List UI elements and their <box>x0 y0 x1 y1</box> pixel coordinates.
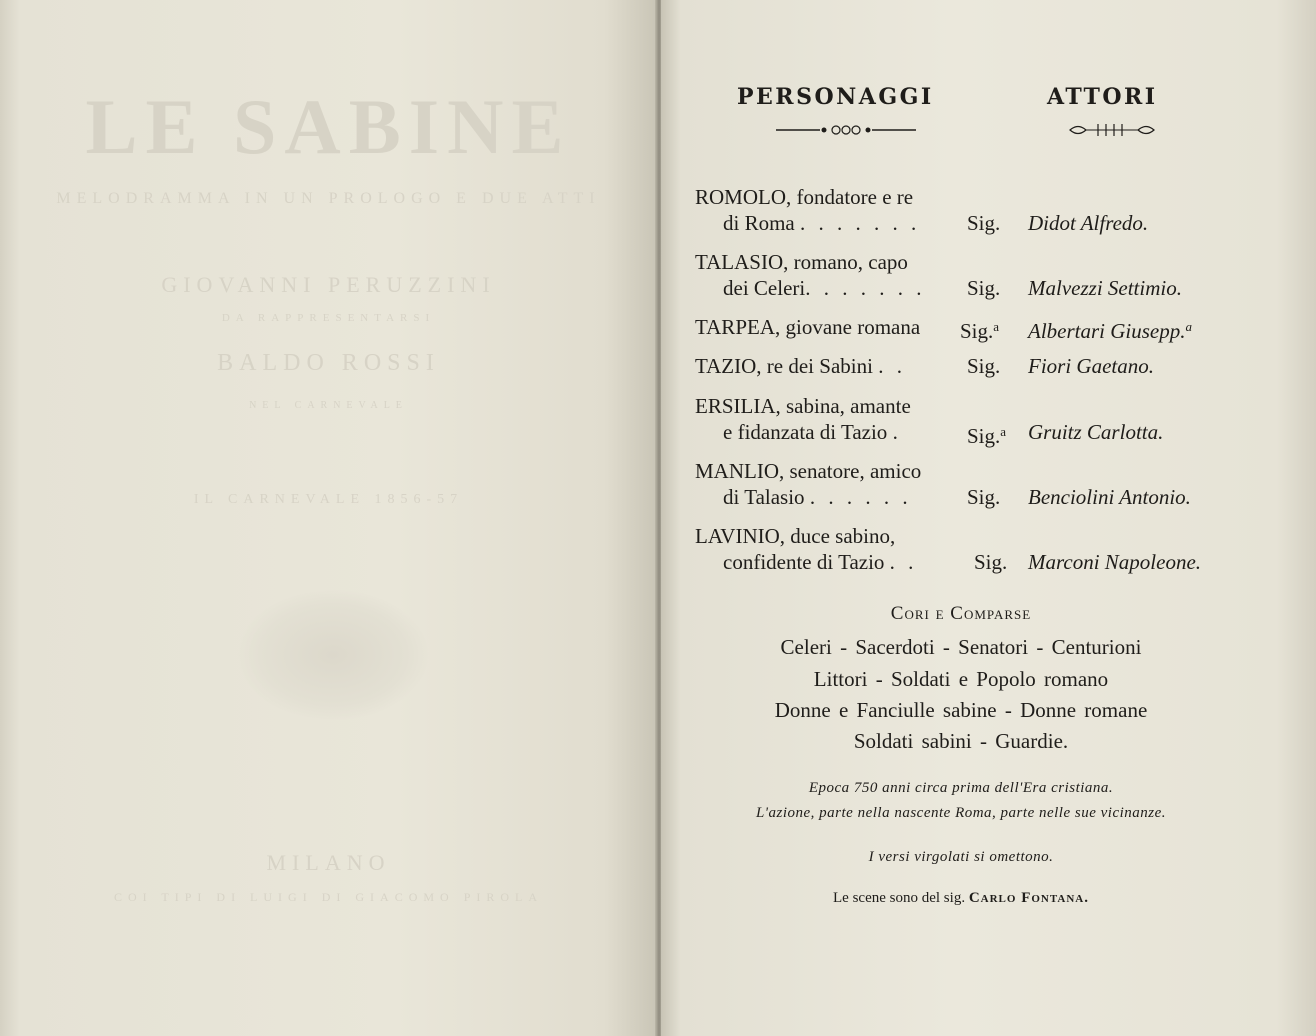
cori-line: Donne e Fanciulle sabine - Donne romane <box>774 698 1148 722</box>
cast-row <box>695 314 1255 343</box>
sig-label: Sig. <box>967 354 1001 378</box>
sig-label: Sig. <box>967 211 1001 235</box>
leader-dots: . <box>892 420 902 444</box>
actor-name: Fiori Gaetano. <box>1028 354 1154 378</box>
ghost-imprint: COI TIPI DI LUIGI DI GIACOMO PIROLA <box>113 890 544 904</box>
sig-label: Sig. <box>967 276 1001 300</box>
leader-dots: . . <box>889 550 918 574</box>
actor-name: Didot Alfredo. <box>1028 211 1149 235</box>
actor-name: Albertari Giusepp.$^a$ <box>1028 319 1192 343</box>
leader-dots: . . . . . . <box>809 485 912 509</box>
character-name: TAZIO, re dei Sabini <box>695 354 873 378</box>
cast-row <box>695 184 1255 236</box>
scene-credit <box>661 890 1261 907</box>
cori-line: Celeri - Sacerdoti - Senatori - Centurioni <box>780 635 1142 659</box>
ghost-line: NEL CARNEVALE <box>249 400 408 411</box>
sig-label: Sig.$^a$ <box>960 319 1000 343</box>
sig-label: Sig. <box>974 550 1008 574</box>
leader-dots: . . . . . . . <box>800 211 921 235</box>
actor-name: Malvezzi Settimio. <box>1028 276 1182 300</box>
scene-author: Carlo Fontana. <box>968 890 1089 906</box>
ghost-subtitle: MELODRAMMA IN UN PROLOGO E DUE ATTI <box>56 190 601 207</box>
character-name-cont: di Roma <box>723 211 795 235</box>
actor-name: Gruitz Carlotta. <box>1028 420 1164 444</box>
ghost-line: GIOVANNI PERUZZINI <box>161 272 496 297</box>
ghost-line: BALDO ROSSI <box>217 350 440 376</box>
left-page <box>0 0 657 1036</box>
ornament-divider-icon <box>1068 121 1156 139</box>
cast-row <box>695 353 1255 379</box>
leader-dots: . . . . . . . <box>805 276 926 300</box>
character-name: MANLIO, senatore, amico <box>695 459 922 483</box>
character-name-cont: e fidanzata di Tazio <box>723 420 888 444</box>
sig-label: Sig. <box>967 485 1001 509</box>
azione-note: L'azione, parte nella nascente Roma, parte nelle sue vicinanze. <box>755 805 1167 821</box>
ghost-line: IL CARNEVALE 1856-57 <box>193 492 464 507</box>
character-name: TARPEA, giovane romana <box>695 315 921 339</box>
scene-prefix: Le scene sono del sig. <box>833 890 966 906</box>
cast-row <box>695 523 1255 575</box>
versi-note: I versi virgolati si omettono. <box>868 849 1054 865</box>
character-name-cont: dei Celeri <box>723 276 806 300</box>
right-page <box>661 0 1316 1036</box>
actor-name: Benciolini Antonio. <box>1028 485 1191 509</box>
character-name-cont: confidente di Tazio <box>723 550 885 574</box>
character-name: ROMOLO, fondatore e re <box>695 185 914 209</box>
ghost-emblem <box>238 590 428 720</box>
cast-row <box>695 249 1255 301</box>
cast-row <box>695 458 1255 510</box>
ghost-line: DA RAPPRESENTARSI <box>221 312 436 324</box>
epoca-note: Epoca 750 anni circa prima dell'Era cristiana. <box>808 780 1114 796</box>
cori-line: Littori - Soldati e Popolo romano <box>813 667 1109 691</box>
sig-label: Sig.$^a$ <box>967 424 1007 448</box>
cori-heading: Cori e Comparse <box>890 603 1032 624</box>
cast-row <box>695 393 1255 448</box>
leader-dots: . . <box>878 354 906 378</box>
actor-name: Marconi Napoleone. <box>1028 550 1202 574</box>
cori-line: Soldati sabini - Guardie. <box>853 729 1069 753</box>
character-name: ERSILIA, sabina, amante <box>695 394 911 418</box>
character-name: LAVINIO, duce sabino, <box>695 524 896 548</box>
ghost-city: MILANO <box>266 850 391 875</box>
character-name-cont: di Talasio <box>723 485 805 509</box>
attori-heading: ATTORI <box>1047 84 1158 110</box>
ghost-title: LE SABINE <box>85 83 572 170</box>
ornament-divider-icon <box>776 121 916 139</box>
personaggi-heading: PERSONAGGI <box>737 84 934 110</box>
character-name: TALASIO, romano, capo <box>695 250 908 274</box>
